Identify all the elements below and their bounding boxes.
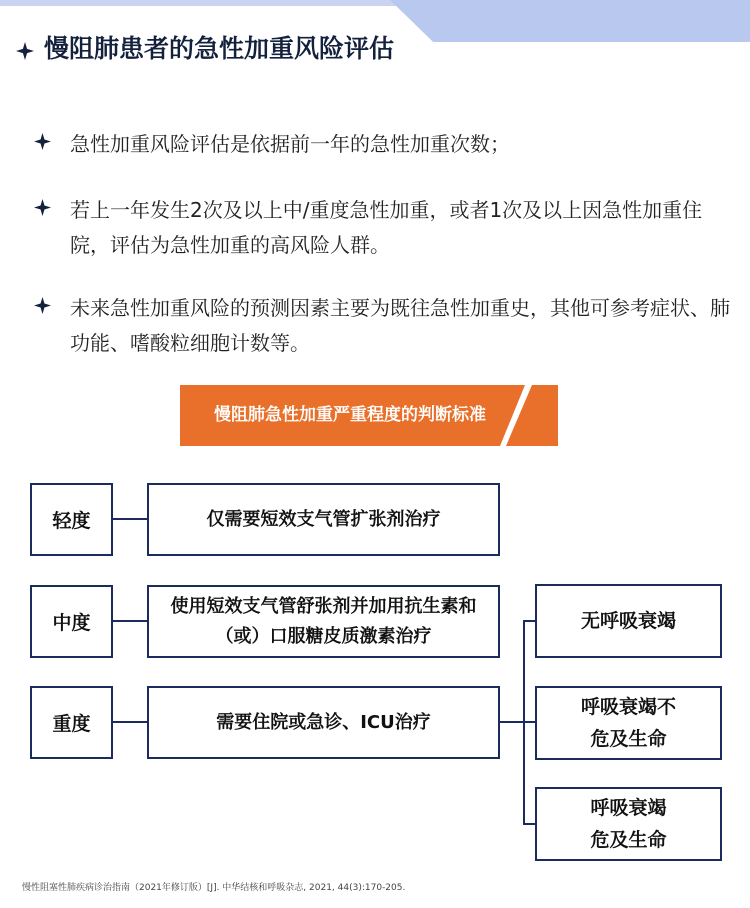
bullet-text: 若上一年发生2次及以上中/重度急性加重，或者1次及以上因急性加重住院，评估为急性加重的高风险人群。 [70,198,703,257]
severity-level-label: 轻度 [52,510,91,532]
star-icon [16,42,34,60]
top-blue-shape [390,0,750,42]
bullet-text: 未来急性加重风险的预测因素主要为既往急性加重史，其他可参考症状、肺功能、嗜酸粒细胞计数等。 [70,296,730,355]
outcome-label: 呼吸衰竭危及生命 [590,797,667,851]
banner-title: 慢阻肺急性加重严重程度的判断标准 [214,405,486,425]
severity-level-box [30,686,113,759]
top-light-stripe [0,0,400,6]
connector-line [112,721,148,723]
outcome-label: 无呼吸衰竭 [580,610,676,632]
connector-line [112,620,148,622]
star-icon [34,133,51,150]
star-icon [34,297,51,314]
severity-level-label: 重度 [52,713,91,735]
connector-line [112,518,148,520]
connector-line [498,721,525,723]
severity-description: 仅需要短效支气管扩张剂治疗 [206,508,441,530]
severity-description: 使用短效支气管舒张剂并加用抗生素和（或）口服糖皮质激素治疗 [170,595,477,647]
bullet-text: 急性加重风险评估是依据前一年的急性加重次数； [70,132,510,156]
section-banner [180,385,558,448]
severity-level-box [30,483,113,556]
reference-footnote: 慢性阻塞性肺疾病诊治指南（2021年修订版）[J]. 中华结核和呼吸杂志, 2021, 44(3):170-205. [22,883,406,893]
outcome-label: 呼吸衰竭不危及生命 [580,696,676,750]
severity-description-box [147,686,500,759]
top-decoration [0,0,750,10]
severity-description-box [147,483,500,556]
severity-level-box [30,585,113,658]
severity-description-box [147,585,500,658]
outcome-box [535,787,722,861]
outcome-box [535,584,722,658]
severity-level-label: 中度 [52,612,91,634]
outcome-box [535,686,722,760]
severity-description: 需要住院或急诊、ICU治疗 [216,711,431,733]
star-icon [34,199,51,216]
page-title: 慢阻肺患者的急性加重风险评估 [44,34,395,63]
